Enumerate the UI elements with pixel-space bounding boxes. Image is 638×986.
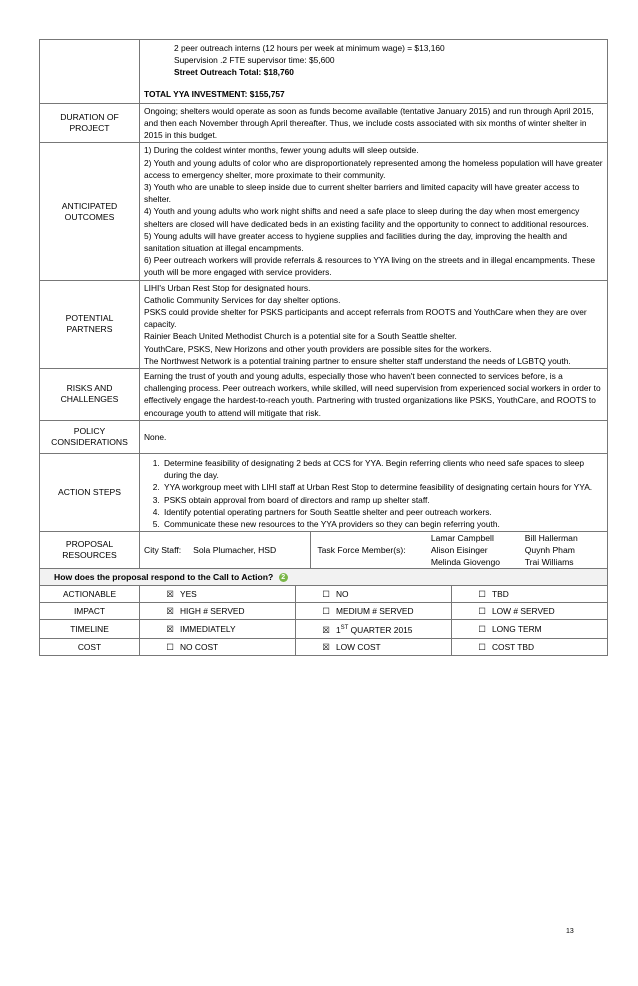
outcome-item: 1) During the coldest winter months, fewer young adults will sleep outside. [144,145,419,156]
call-option-label: IMMEDIATELY [180,624,236,635]
call-option-label: COST TBD [492,642,535,653]
call-option-label: YES [180,589,197,600]
partner-item: Catholic Community Services for day shelter options. [144,294,341,305]
call-option-label: LOW # SERVED [492,606,555,617]
call-option [140,586,296,603]
call-row-label: ACTIONABLE [40,586,140,603]
action-step: 5. Communicate these new resources to the YYA providers so they can begin referring youth. [162,518,603,530]
member-name: Melinda Giovengo [430,557,501,568]
risks-text: Earning the trust of youth and young adults, especially those who haven't been connected to services before, is a challenging process. Peer outreach workers, while skilled, will need supervision from experienced social workers in order to effectively engage the hardest-to-reach youth. Partnering with trusted organizations like PSKS, YouthCare, and ROOTS to encourage youth to attend will mitigate that risk. [140,369,608,421]
outcome-item: 2) Youth and young adults of color who are disproportionately represented among the homeless population will have greater access to emergency shelter, more proximate to their community. [144,157,603,180]
city-staff-label: City Staff: [144,545,182,556]
action-step: 2. YYA workgroup meet with LIHI staff at Urban Rest Stop to determine feasibility of designating certain hours for YYA. [162,481,603,493]
city-staff-name: Sola Plumacher, HSD [193,545,277,556]
outcomes-label: ANTICIPATED OUTCOMES [40,143,140,280]
unchecked-box-icon[interactable]: ☐ [478,642,486,653]
call-option-label: LOW COST [336,642,381,653]
unchecked-box-icon[interactable]: ☐ [322,606,330,617]
checked-box-icon[interactable]: ☒ [322,642,330,653]
outcome-item: 4) Youth and young adults who work night shifts and need a safe place to sleep during the day when most emergency shelters are closed will have dedicated beds in an existing facility and the opportunity to connect to additional resources. [144,206,589,229]
call-option-label: HIGH # SERVED [180,606,245,617]
steps-cell [140,453,608,531]
budget-row [40,40,608,104]
action-step: 4. Identify potential operating partners for South Seattle shelter and peer outreach workers. [162,506,603,518]
call-row-cost [40,639,608,656]
steps-label: ACTION STEPS [40,453,140,531]
unchecked-box-icon[interactable]: ☐ [478,624,486,635]
member-name: Bill Hallerman [524,533,578,544]
call-option-label: LONG TERM [492,624,542,635]
task-force-label: Task Force Member(s): [317,545,406,556]
partner-item: The Northwest Network is a potential training partner to ensure shelter staff understand the needs of LGBTQ youth. [144,355,571,366]
outcomes-cell [140,143,608,280]
call-option-label: 1ST QUARTER 2015 [336,625,413,636]
call-row-label: TIMELINE [40,620,140,639]
risks-row [40,369,608,421]
duration-text: Ongoing; shelters would operate as soon as funds become available (tentative January 2015) and run through April 2015, and then each November through April thereafter. Thus, we include costs associated with six months of winter shelter in 2015 in this budget. [140,103,608,143]
total-yya-investment: TOTAL YYA INVESTMENT: $155,757 [144,88,285,99]
checked-box-icon[interactable]: ☒ [166,589,174,600]
checked-box-icon[interactable]: ☒ [166,606,174,617]
member-name: Trai Williams [524,557,574,568]
action-step: 3. PSKS obtain approval from board of directors and ramp up shelter staff. [162,494,603,506]
outcome-item: 5) Young adults will have greater access to hygiene supplies and facilities during the day, improving the health and sanitation situation at illegal encampments. [144,230,568,254]
outcomes-row [40,143,608,280]
proposal-document [39,39,607,656]
outcome-item: 6) Peer outreach workers will provide referrals & resources to YYA living on the streets and in illegal encampments. These youth will be more engaged with service providers. [144,255,596,278]
resources-content [144,532,603,568]
call-option-label: NO [336,589,349,600]
call-option [140,639,296,656]
duration-row [40,103,608,143]
call-question [40,569,608,586]
street-outreach-total: Street Outreach Total: $18,760 [174,67,294,78]
risks-label: RISKS AND CHALLENGES [40,369,140,421]
call-option [296,620,452,639]
resources-cell [140,532,608,569]
call-option [296,639,452,656]
call-row-label: IMPACT [40,603,140,620]
call-option [452,620,608,639]
unchecked-box-icon[interactable]: ☐ [166,642,174,653]
call-option [296,586,452,603]
call-row-timeline [40,620,608,639]
call-option [296,603,452,620]
call-to-action-table [39,568,608,656]
partner-item: PSKS could provide shelter for PSKS participants and accept referrals from ROOTS and YouthCare when they are over capacity. [144,307,587,330]
member-name: Lamar Campbell [430,533,494,544]
duration-label: DURATION OF PROJECT [40,103,140,143]
call-row-actionable [40,586,608,603]
call-option-label: TBD [492,589,509,600]
call-row-label: COST [40,639,140,656]
task-force-col-2 [525,532,603,568]
call-option [452,603,608,620]
checked-box-icon[interactable]: ☒ [322,625,330,636]
call-row-impact [40,603,608,620]
call-question-text: How does the proposal respond to the Call to Action? [54,572,274,583]
outcome-item: 3) Youth who are unable to sleep inside due to current shelter barriers and limited capacity will have greater access to shelter. [144,182,580,205]
unchecked-box-icon[interactable]: ☐ [322,589,330,600]
policy-text: None. [140,420,608,453]
resources-label: PROPOSAL RESOURCES [40,532,140,569]
page-number: 13 [566,928,574,935]
number-2-badge-icon: 2 [279,573,288,582]
budget-label-cell [40,40,140,104]
action-steps-list [144,457,603,530]
steps-row [40,453,608,531]
call-option [452,639,608,656]
resources-row [40,532,608,569]
unchecked-box-icon[interactable]: ☐ [478,606,486,617]
checked-box-icon[interactable]: ☒ [166,624,174,635]
member-name: Alison Eisinger [430,545,488,556]
policy-row [40,420,608,453]
task-force-col-1 [431,532,525,568]
city-staff [144,544,310,556]
budget-line-supervision: Supervision .2 FTE supervisor time: $5,600 [174,55,335,66]
member-name: Quynh Pham [524,545,575,556]
call-question-row [40,569,608,586]
partners-cell [140,280,608,368]
call-option-label: NO COST [180,642,219,653]
action-step: 1. Determine feasibility of designating 2 beds at CCS for YYA. Begin referring clients who need safe spaces to sleep during the day. [162,457,603,481]
unchecked-box-icon[interactable]: ☐ [478,589,486,600]
call-option [452,586,608,603]
partner-item: LIHI's Urban Rest Stop for designated hours. [144,282,311,293]
policy-label: POLICY CONSIDERATIONS [40,420,140,453]
task-force-label-box [310,532,430,568]
proposal-table [39,39,608,569]
partners-label: POTENTIAL PARTNERS [40,280,140,368]
budget-line-interns: 2 peer outreach interns (12 hours per week at minimum wage) = $13,160 [174,43,445,53]
call-option-label: MEDIUM # SERVED [336,606,414,617]
call-options [40,586,608,656]
partner-item: Rainier Beach United Methodist Church is a potential site for a South Seattle shelter. [144,331,457,342]
call-option [140,620,296,639]
call-option [140,603,296,620]
budget-cell [140,40,608,104]
partner-item: YouthCare, PSKS, New Horizons and other youth providers are possible sites for the workers. [144,343,492,354]
partners-row [40,280,608,368]
